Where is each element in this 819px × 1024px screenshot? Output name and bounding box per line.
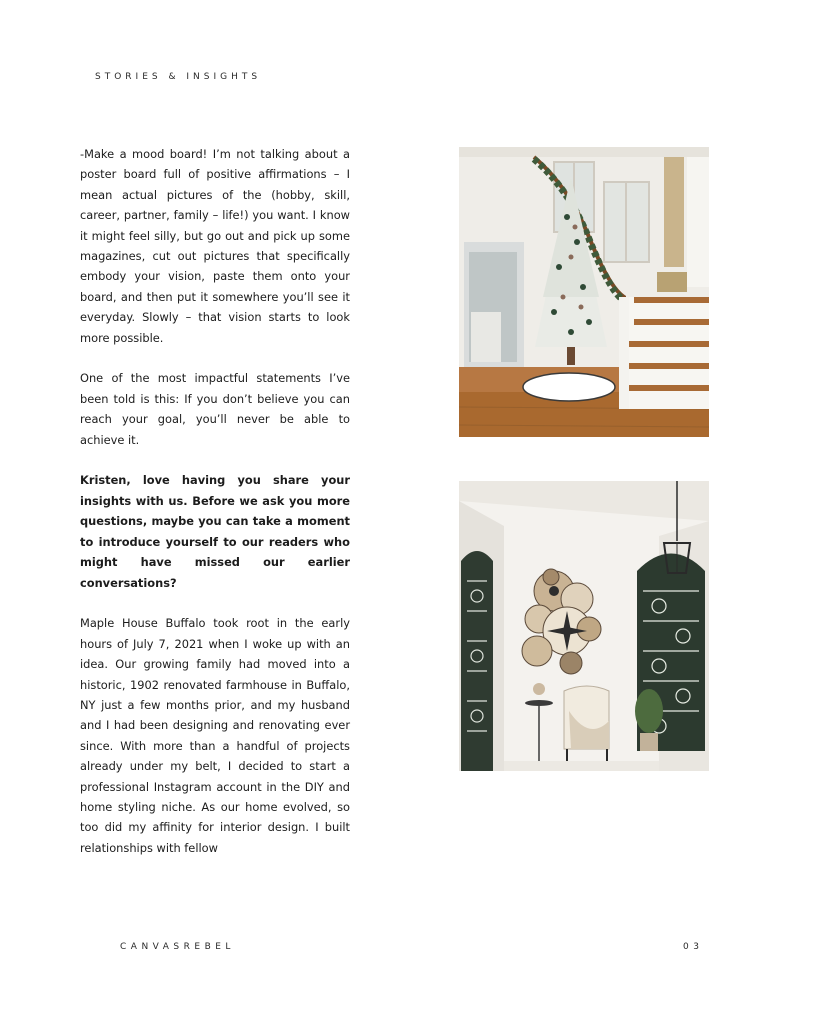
article-paragraph: -Make a mood board! I’m not talking about a poster board full of positive affirmations – I mean actual pictures of the (hobby, skill, career, partner, family – life!) you want. I know it might feel silly, but go out and pick up some magazines, cut out pictures that specifically embody your vision, paste them onto your board, and then put it somewhere you’ll see it everyday. Slowly – that vision starts to look more possible.: [80, 147, 350, 345]
article-paragraph: One of the most impactful statements I’ve been told is this: If you don’t believe you can reach your goal, you’ll never be able to achieve it.: [80, 371, 350, 447]
section-title: STORIES & INSIGHTS: [95, 72, 262, 82]
article-paragraph: Maple House Buffalo took root in the early hours of July 7, 2021 when I woke up with an idea. Our growing family had moved into a historic, 1902 renovated farmhouse in Buffalo, NY just a few months prior, and my husband and I had been designing and renovating ever since. With more than a handful of projects already under my belt, I decided to start a professional Instagram account in the DIY and home styling niche. As our home evolved, so too did my affinity for interior design. I built relationships with fellow: [80, 616, 350, 855]
footer-brand: CANVASREBEL: [120, 942, 235, 952]
basket-wall-photo: [459, 481, 709, 771]
staircase-christmas-tree-photo: [459, 147, 709, 437]
page-number: 03: [683, 942, 704, 952]
article-column: [80, 144, 350, 879]
interview-question: Kristen, love having you share your insights with us. Before we ask you more questions, maybe you can take a moment to introduce yourself to our readers who might have missed our earlier conversations?: [80, 473, 350, 590]
